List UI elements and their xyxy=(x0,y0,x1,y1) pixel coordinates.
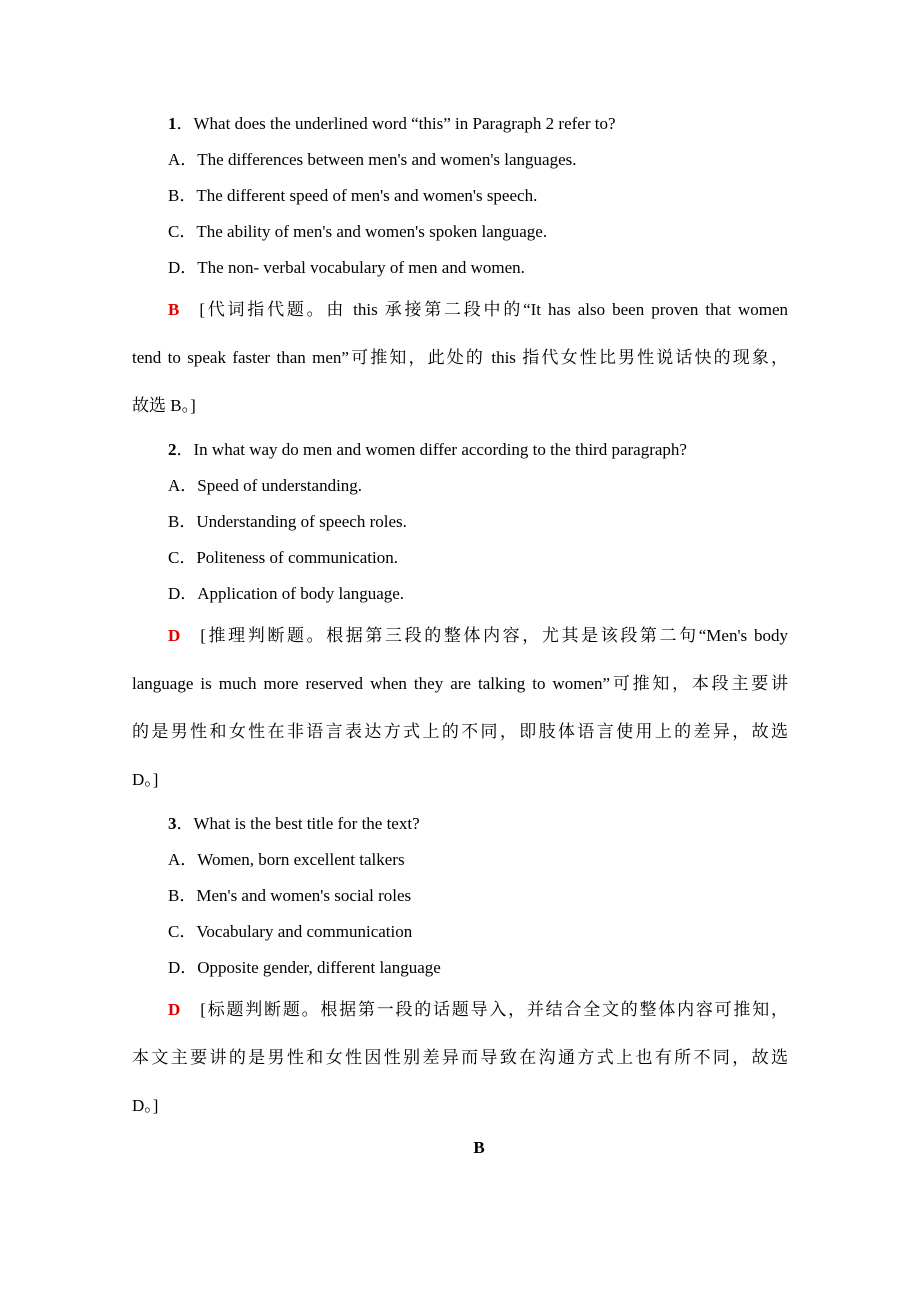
question-number: 2 xyxy=(168,440,177,459)
question-number: 3 xyxy=(168,814,177,833)
explanation-line xyxy=(168,299,788,321)
explanation-line: 本文主要讲的是男性和女性因性别差异而导致在沟通方式上也有所不同，故选 xyxy=(132,1048,788,1067)
explanation-text: [标题判断题。根据第一段的话题导入，并结合全文的整体内容可推知， xyxy=(200,1000,788,1019)
explanation-text: [推理判断题。根据第三段的整体内容，尤其是该段第二句“Men's body xyxy=(200,626,788,645)
question-3-stem xyxy=(168,813,420,835)
option-c: C．Politeness of communication. xyxy=(168,548,398,567)
explanation-line: 的是男性和女性在非语言表达方式上的不同，即肢体语言使用上的差异，故选 xyxy=(132,722,788,741)
explanation-line xyxy=(168,999,788,1021)
number-sep: ． xyxy=(176,114,194,133)
option-d: D．Application of body language. xyxy=(168,584,405,603)
option-a: A．Speed of understanding. xyxy=(168,476,363,495)
option-b: B．Understanding of speech roles. xyxy=(168,512,407,531)
option-b: B．The different speed of men's and women's speech. xyxy=(168,186,538,205)
answer-key: D xyxy=(168,626,181,645)
number-sep: ． xyxy=(176,814,194,833)
option-c: C．Vocabulary and communication xyxy=(168,922,413,941)
option-a: A．Women, born excellent talkers xyxy=(168,850,405,869)
explanation-line: language is much more reserved when they are talking to women”可推知，本段主要讲 xyxy=(132,674,788,693)
explanation-line: 故选 B。] xyxy=(132,396,196,415)
question-2-stem xyxy=(168,439,687,461)
explanation-line: D。] xyxy=(132,1096,159,1115)
answer-key: B xyxy=(168,300,180,319)
option-b: B．Men's and women's social roles xyxy=(168,886,412,905)
question-text: What does the underlined word “this” in Paragraph 2 refer to? xyxy=(193,114,616,133)
section-label: B xyxy=(473,1138,485,1157)
explanation-text: [代词指代题。由 this 承接第二段中的“It has also been proven that women xyxy=(199,300,788,319)
question-1-stem xyxy=(168,113,616,135)
option-d: D．The non- verbal vocabulary of men and women. xyxy=(168,258,525,277)
option-c: C．The ability of men's and women's spoken language. xyxy=(168,222,548,241)
question-text: What is the best title for the text? xyxy=(193,814,420,833)
option-d: D．Opposite gender, different language xyxy=(168,958,441,977)
number-sep: ． xyxy=(176,440,194,459)
explanation-line: tend to speak faster than men”可推知，此处的 this 指代女性比男性说话快的现象， xyxy=(132,348,788,367)
explanation-line xyxy=(168,625,788,647)
question-number: 1 xyxy=(168,114,177,133)
option-a: A．The differences between men's and women's languages. xyxy=(168,150,577,169)
question-text: In what way do men and women differ according to the third paragraph? xyxy=(193,440,687,459)
answer-key: D xyxy=(168,1000,181,1019)
explanation-line: D。] xyxy=(132,770,159,789)
